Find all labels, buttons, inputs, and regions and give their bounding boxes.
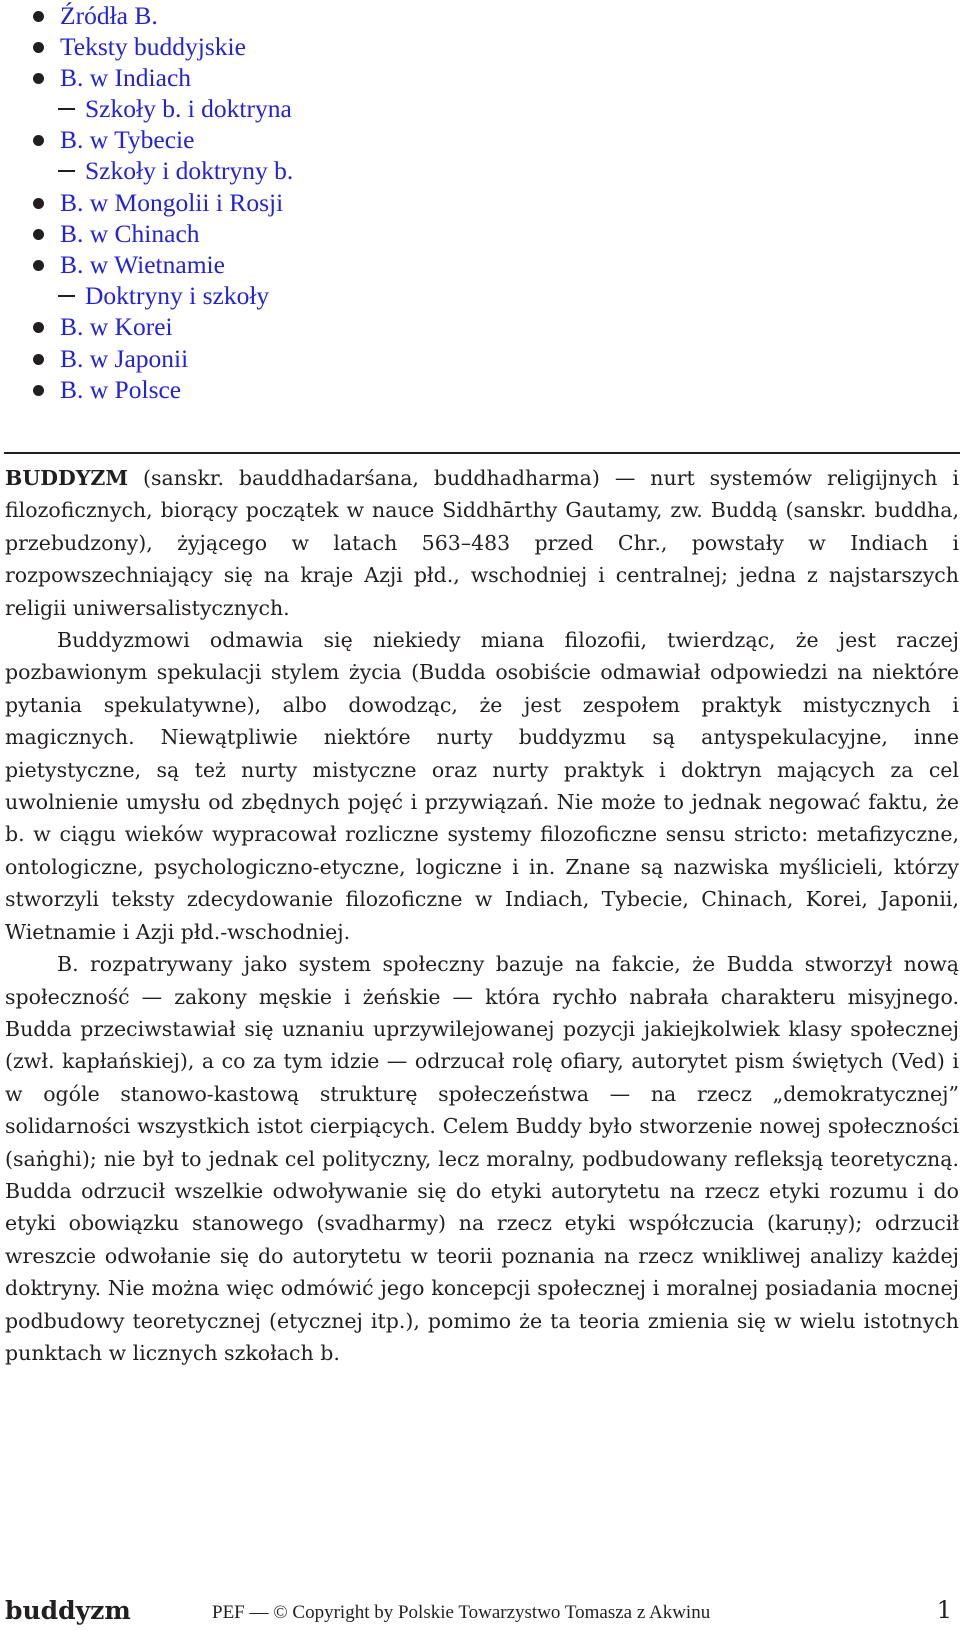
toc-link[interactable] bbox=[60, 374, 181, 406]
dash-icon bbox=[58, 108, 75, 110]
toc-link-text[interactable]: Źródła B. bbox=[60, 1, 158, 30]
lead-paragraph bbox=[5, 462, 959, 624]
bullet-icon bbox=[33, 385, 44, 396]
paragraph: B. rozpatrywany jako system społeczny bazuje na fakcie, że Budda stworzył nową społeczność — zakony męskie i żeńskie — która rychło nabrała charakteru misyjnego. Budda przeciwstawiał się uznaniu uprzywilejowanej pozycji jakiejkolwiek klasy społecznej (zwł. kapłańskiej), a co za tym idzie — odrzucał rolę ofiary, autorytet pism świętych (Ved) i w ogóle stanowo-kastową strukturę społeczeństwa — na rzecz „demokratycznej” solidarności wszystkich istot cierpiących. Celem Buddy było stworzenie nowej społeczności (saṅghi); nie był to jednak cel polityczny, lecz moralny, podbudowany refleksją teoretyczną. Budda odrzucił wszelkie odwoływanie się do etyki autorytetu na rzecz etyki rozumu i do etyki obowiązku stanowego (svadharmy) na rzecz etyki współczucia (karuṇy); odrzucił wreszcie odwołanie się do autorytetu w teorii poznania na rzecz wnikliwej analizy każdej doktryny. Nie można więc odmówić jego koncepcji społecznej i moralnej posiadania mocnej podbudowy teoretycznej (etycznej itp.), pomimo że ta teoria zmienia się w wielu istotnych punktach w licznych szkołach b. bbox=[5, 952, 959, 1365]
toc-link[interactable] bbox=[60, 249, 225, 281]
lead-text: (sanskr. bauddhadarśana, buddhadharma) — nurt systemów religijnych i filozoficznych, biorący początek w nauce Siddhārthy Gautamy, zw. Buddą (sanskr. buddha, przebudzony), żyjącego w latach 563–483 przed Chr., powstały w Indiach i rozpowszechniający się na kraje Azji płd., wschodniej i centralnej; jedna z najstarszych religii uniwersalistycznych. bbox=[5, 466, 959, 620]
toc-link-text[interactable]: B. w Chinach bbox=[60, 219, 200, 248]
toc-link[interactable] bbox=[60, 311, 173, 343]
footer-entry-term: buddyzm bbox=[5, 1596, 131, 1625]
toc-link-text[interactable]: B. w Tybecie bbox=[60, 125, 195, 154]
toc-link[interactable] bbox=[60, 124, 194, 156]
toc-link[interactable] bbox=[60, 62, 191, 94]
bullet-icon bbox=[33, 198, 44, 209]
bullet-icon bbox=[33, 73, 44, 84]
toc-link-text[interactable]: Teksty buddyjskie bbox=[60, 32, 246, 61]
toc-link[interactable] bbox=[60, 343, 188, 375]
toc-link[interactable] bbox=[60, 187, 283, 219]
horizontal-rule bbox=[4, 452, 960, 454]
dash-icon bbox=[58, 295, 75, 297]
toc-link-text[interactable]: Szkoły i doktryny b. bbox=[85, 156, 294, 185]
toc-sublink[interactable] bbox=[85, 93, 292, 125]
toc-link-text[interactable]: B. w Polsce bbox=[60, 375, 182, 404]
bullet-icon bbox=[33, 42, 44, 53]
bullet-icon bbox=[33, 229, 44, 240]
toc-link-text[interactable]: B. w Korei bbox=[60, 312, 173, 341]
toc-sublink[interactable] bbox=[85, 155, 293, 187]
paragraph: Buddyzmowi odmawia się niekiedy miana filozofii, twierdząc, że jest raczej pozbawionym spekulacji stylem życia (Budda osobiście odmawiał odpowiedzi na niektóre pytania spekulatywne), albo dowodząc, że jest zespołem praktyk mistycznych i magicznych. Niewątpliwie niektóre nurty buddyzmu są antyspekulacyjne, inne pietystyczne, są też nurty mistyczne oraz nurty praktyk i doktryn mających za cel uwolnienie umysłu od zbędnych pojęć i przywiązań. Nie może to jednak negować faktu, że b. w ciągu wieków wypracował rozliczne systemy filozoficzne sensu stricto: metafizyczne, ontologiczne, psychologiczno-etyczne, logiczne i in. Znane są nazwiska myślicieli, którzy stworzyli teksty zdecydowanie filozoficzne w Indiach, Tybecie, Chinach, Korei, Japonii, Wietnamie i Azji płd.-wschodniej. bbox=[5, 628, 959, 944]
toc-link-text[interactable]: Doktryny i szkoły bbox=[85, 281, 270, 310]
toc-link-text[interactable]: B. w Mongolii i Rosji bbox=[60, 188, 284, 217]
entry-term: BUDDYZM bbox=[5, 466, 129, 490]
toc-link[interactable] bbox=[60, 0, 158, 32]
bullet-icon bbox=[33, 260, 44, 271]
toc-link[interactable] bbox=[60, 31, 246, 63]
page-number: 1 bbox=[936, 1596, 952, 1624]
bullet-icon bbox=[33, 135, 44, 146]
toc-link[interactable] bbox=[60, 218, 200, 250]
toc-link-text[interactable]: B. w Indiach bbox=[60, 63, 192, 92]
toc-link-text[interactable]: B. w Japonii bbox=[60, 344, 189, 373]
bullet-icon bbox=[33, 354, 44, 365]
toc-link-text[interactable]: B. w Wietnamie bbox=[60, 250, 225, 279]
bullet-icon bbox=[33, 11, 44, 22]
toc-sublink[interactable] bbox=[85, 280, 269, 312]
bullet-icon bbox=[33, 322, 44, 333]
toc-link-text[interactable]: Szkoły b. i doktryna bbox=[85, 94, 292, 123]
article-body bbox=[5, 462, 959, 1369]
footer-copyright: PEF — © Copyright by Polskie Towarzystwo Tomasza z Akwinu bbox=[212, 1602, 711, 1623]
dash-icon bbox=[58, 170, 75, 172]
